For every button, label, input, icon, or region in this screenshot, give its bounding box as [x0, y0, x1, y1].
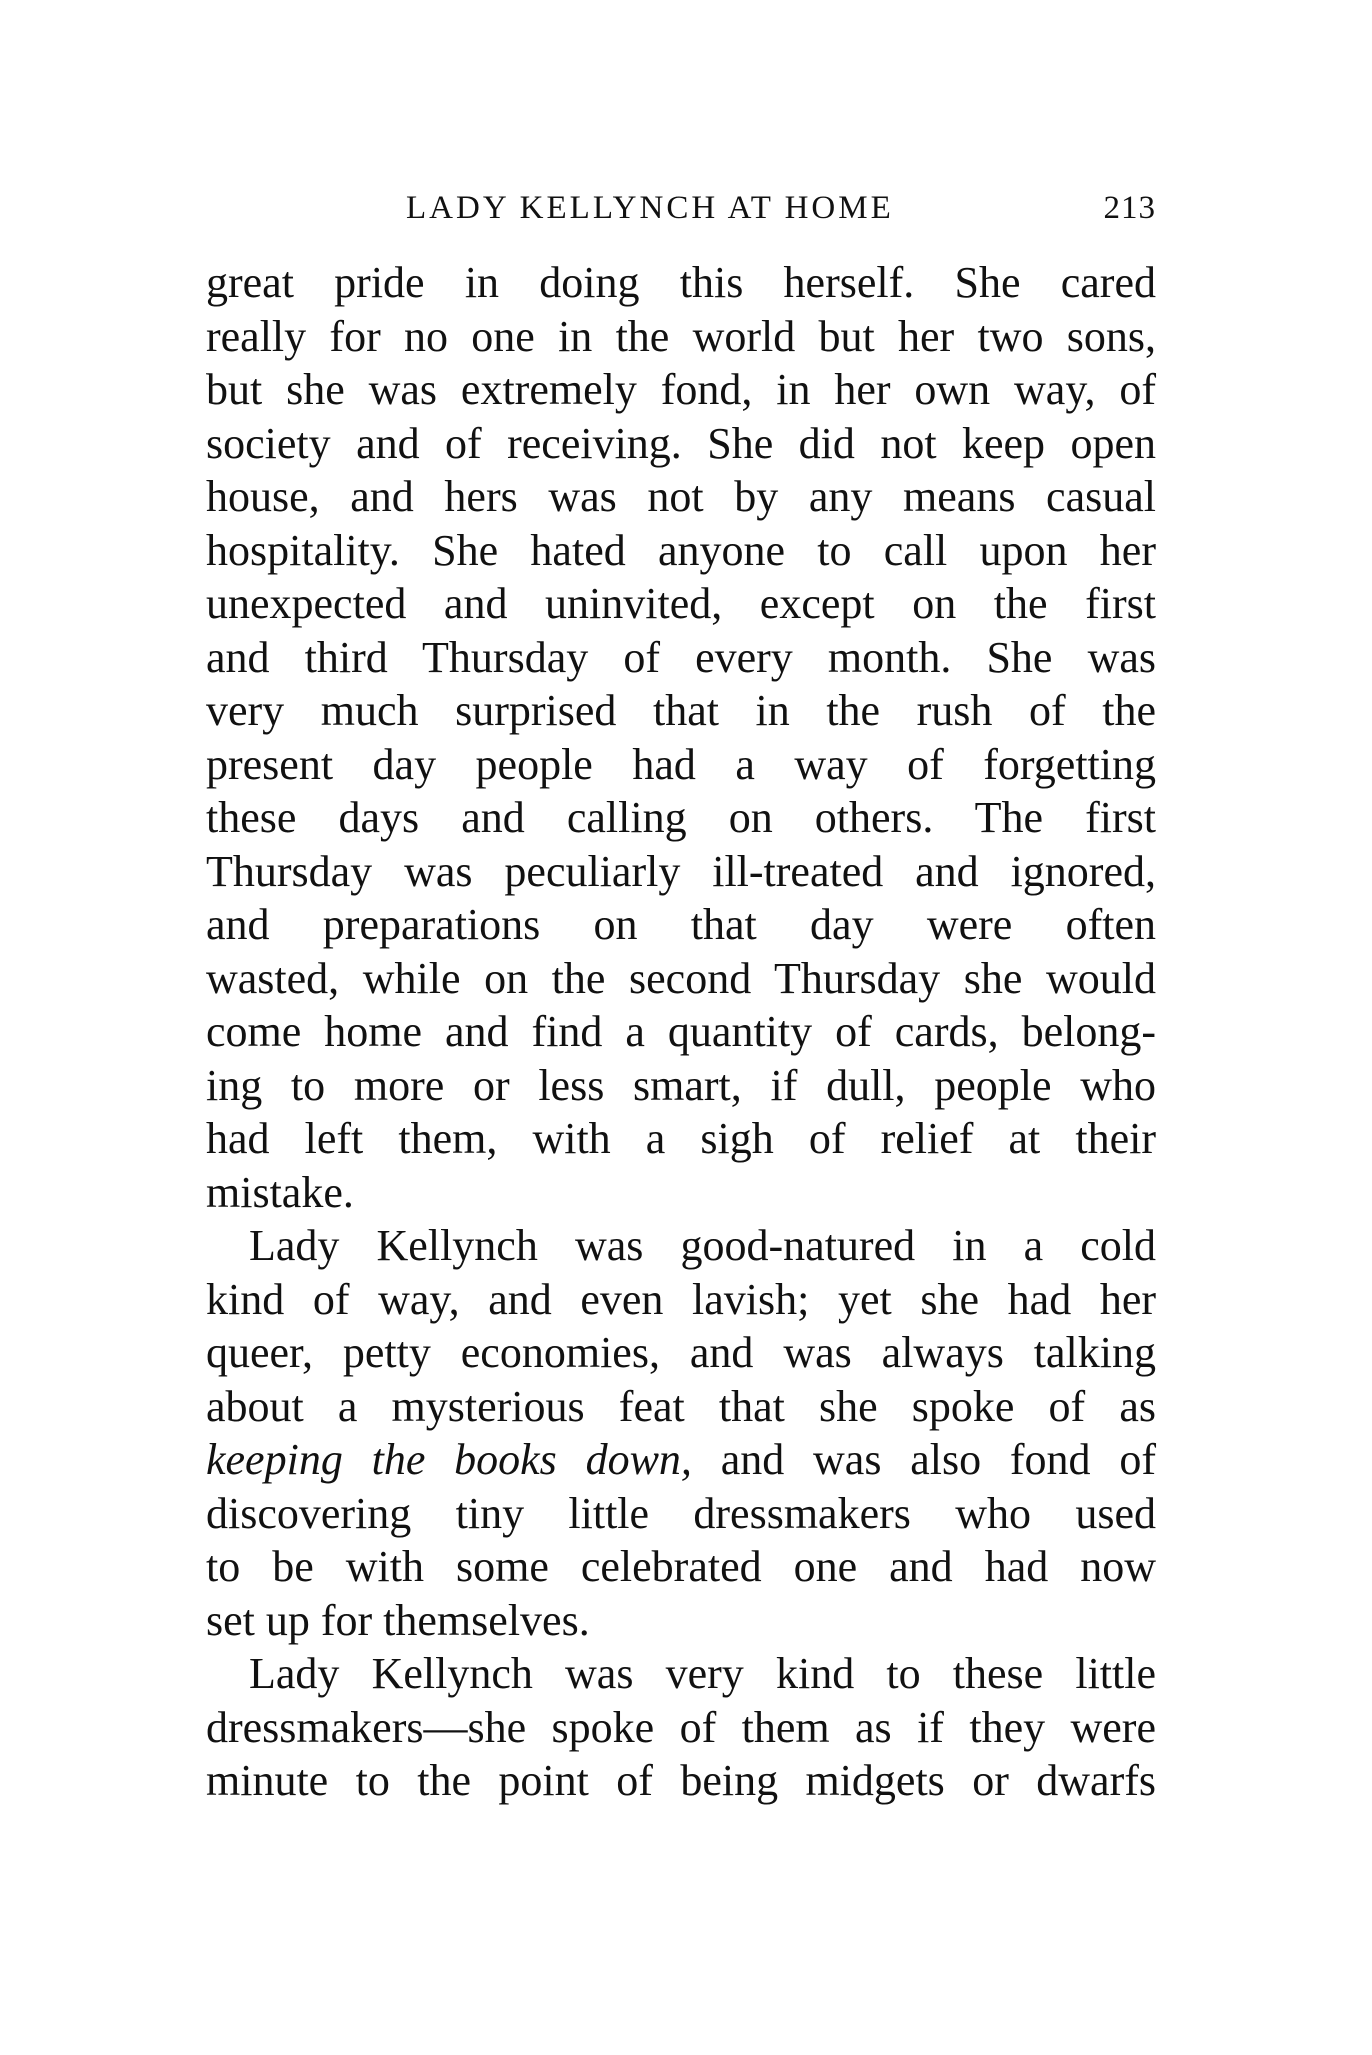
text-line: wasted, while on the second Thursday she would: [206, 953, 1156, 1003]
text-line: Thursday was peculiarly ill-treated and ignored,: [206, 846, 1156, 896]
text-line: unexpected and uninvited, except on the first: [206, 579, 1156, 628]
paragraph: [206, 1219, 1156, 1647]
text-line: very much surprised that in the rush of the: [206, 686, 1156, 735]
text-line: great pride in doing this herself. She cared: [206, 258, 1156, 307]
text-line: kind of way, and even lavish; yet she had her: [206, 1274, 1156, 1324]
paragraph: [206, 256, 1156, 1219]
text-line: set up for themselves.: [206, 1595, 590, 1645]
running-head: LADY KELLYNCH AT HOME: [406, 190, 894, 226]
text-line: house, and hers was not by any means casual: [206, 472, 1156, 521]
text-line: and preparations on that day were often: [206, 900, 1156, 949]
text-line: discovering tiny little dressmakers who used: [206, 1488, 1156, 1538]
text-line: minute to the point of being midgets or dwarfs: [206, 1756, 1156, 1805]
text-line: present day people had a way of forgetting: [206, 739, 1156, 789]
text-line: dressmakers—she spoke of them as if they were: [206, 1702, 1156, 1752]
text-line: [206, 1433, 1156, 1487]
text-line: Lady Kellynch was good-natured in a cold: [249, 1221, 1156, 1270]
text-line: hospitality. She hated anyone to call upon her: [206, 525, 1156, 575]
text-line: and third Thursday of every month. She was: [206, 632, 1156, 682]
paragraph: [206, 1647, 1156, 1808]
body-text: [206, 256, 1156, 1808]
text-line: come home and find a quantity of cards, belong-: [206, 1007, 1156, 1056]
text-line: society and of receiving. She did not keep open: [206, 418, 1156, 468]
text-line: ing to more or less smart, if dull, people who: [206, 1060, 1156, 1110]
text-line: mistake.: [206, 1167, 354, 1217]
text-line: but she was extremely fond, in her own way, of: [206, 365, 1156, 414]
text-line: Lady Kellynch was very kind to these little: [249, 1649, 1156, 1698]
text-line: about a mysterious feat that she spoke of as: [206, 1381, 1156, 1431]
text-run: and was also fond of: [691, 1435, 1156, 1484]
text-line: had left them, with a sigh of relief at their: [206, 1114, 1156, 1163]
text-line: queer, petty economies, and was always talking: [206, 1328, 1156, 1377]
italic-phrase: keeping the books down,: [206, 1435, 692, 1484]
page-header: [206, 190, 1156, 240]
text-line: these days and calling on others. The first: [206, 793, 1156, 842]
text-line: really for no one in the world but her two sons,: [206, 311, 1156, 361]
page-number: 213: [1103, 190, 1156, 226]
text-line: to be with some celebrated one and had now: [206, 1542, 1156, 1591]
